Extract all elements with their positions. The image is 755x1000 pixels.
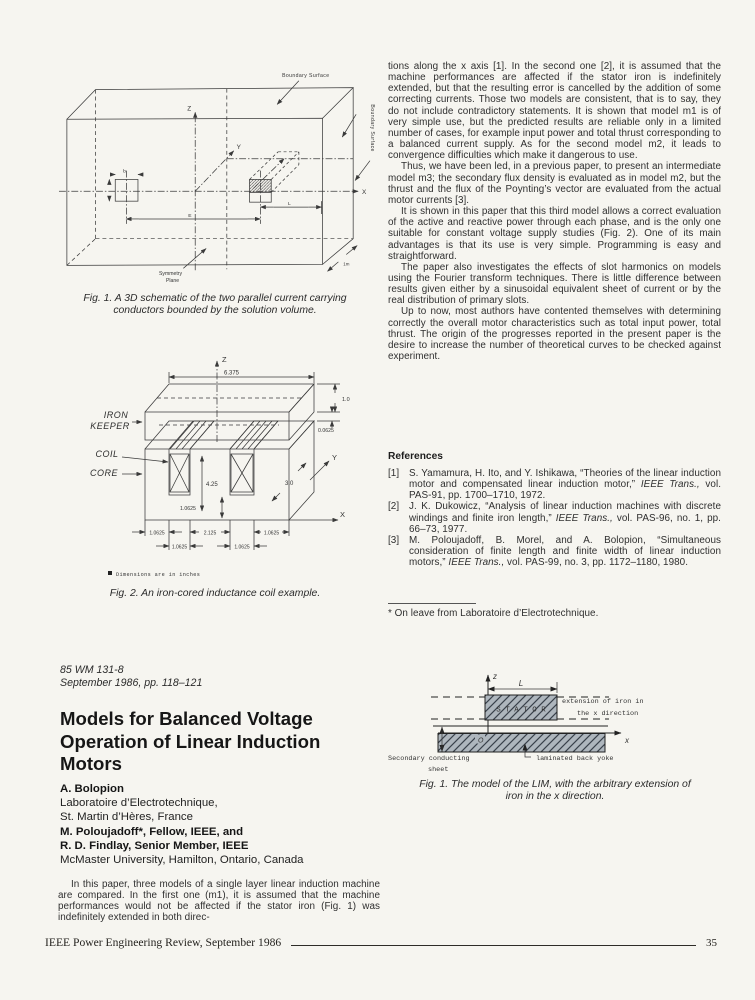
top-width-dimension — [169, 371, 314, 384]
reference-text — [409, 535, 721, 568]
keeper-height-dim-label: 1.0 — [342, 397, 350, 403]
secondary-sheet-label-2: sheet — [428, 766, 449, 774]
paper-title — [60, 708, 382, 776]
reference-item — [388, 501, 721, 534]
conductor-width-dim: b — [123, 169, 126, 175]
footer-journal-line: IEEE Power Engineering Review, September 1986 — [45, 936, 282, 949]
core-label: CORE — [89, 468, 119, 478]
reference-number: [2] — [388, 501, 400, 513]
reference-number: [3] — [388, 534, 400, 546]
back-yoke-label: laminated back yoke — [536, 755, 614, 763]
origin-label: O — [478, 737, 484, 745]
reference-journal: IEEE Trans., — [555, 512, 613, 524]
author-name-3: R. D. Findlay, Senior Member, IEEE — [60, 839, 249, 852]
extension-label-line1: extension of iron in — [562, 698, 644, 706]
iron-keeper-label-2: KEEPER — [90, 421, 130, 431]
report-code: 85 WM 131-8 — [60, 664, 124, 676]
x-axis-label: X — [362, 189, 367, 197]
x-axis-label: X — [340, 510, 346, 519]
core-height-dim-label: 4.25 — [206, 482, 218, 488]
left-conductor — [109, 169, 143, 224]
stator-block — [485, 695, 557, 720]
slot-left-dim-label: 1.0625 — [171, 544, 188, 551]
author-name-2: M. Poloujadoff*, Fellow, IEEE, and — [60, 825, 244, 838]
paper-id — [60, 664, 202, 691]
reference-text-pre: M. Poloujadoff, B. Morel, and A. Bolopion, “Simultaneous consideration of finite length and finite width of linear induction motors,” — [409, 534, 721, 569]
boundary-surface-right-label: Boundary Surface — [368, 104, 375, 152]
references-heading: References — [388, 451, 443, 462]
figure-lim-model — [385, 660, 725, 778]
figure2-caption — [50, 588, 380, 600]
x-axis-label: x — [625, 736, 629, 745]
yoke-height-dimension — [180, 497, 222, 518]
yoke-height-dim-label: 1.0625 — [180, 506, 196, 512]
right-conductor — [250, 152, 299, 224]
dimensions-note — [108, 571, 200, 578]
title-line-2: Operation of Linear Induction — [60, 730, 321, 752]
references-list — [388, 468, 721, 568]
author-affiliation-1b: St. Martin d’Hères, France — [60, 811, 193, 824]
boundary-surface-top-label: Boundary Surface — [282, 72, 330, 79]
lim-caption-line2: iron in the x direction. — [505, 790, 605, 802]
component-labels — [90, 410, 168, 478]
figure1-caption-line1: Fig. 1. A 3D schematic of the two parallel current carrying — [83, 293, 347, 304]
y-axis-label: Y — [236, 143, 241, 151]
iron-keeper-block — [145, 384, 314, 440]
stator-length-label: L — [518, 679, 524, 688]
boundary-surface-annotations — [277, 73, 375, 181]
z-axis-label: Z — [187, 105, 192, 113]
length-dim-label: L — [288, 202, 291, 208]
reference-text — [409, 501, 721, 534]
bottom-left-dim-label: 1.0625 — [149, 530, 165, 537]
reference-text-post: vol. PAS-91, pp. 1700–1710, 1972. — [409, 479, 721, 502]
paragraph-1: tions along the x axis [1]. In the second one [2], it is assumed that the machine performances are affected if the stator iron is indefinitely extended, but that the resulting error is cancelled by the addition of some correcting currents. Those two models are consistent, that is to say, they do not include contradictory statements. It is shown that model m1 is of very simple use, but the predicted results are reliable only in a limited number of cases, for example input power and total thrust corresponding to a balanced current supply. As for the second model m2, it leads to convergence difficulties which make it dangerous to use. — [388, 61, 721, 162]
author-affiliation-1a: Laboratoire d’Electrotechnique, — [60, 797, 218, 810]
depth-dim-label: 1m — [343, 261, 350, 267]
extension-label-line2: the x direction — [577, 710, 639, 718]
body-paragraphs — [388, 61, 721, 362]
title-line-3: Motors — [60, 753, 122, 775]
author-name-1: A. Bolopion — [60, 783, 124, 795]
z-axis-label: z — [493, 672, 497, 681]
secondary-sheet-label-1: Secondary conducting — [388, 755, 470, 763]
reference-text-pre: S. Yamamura, H. Ito, and Y. Ishikawa, “Theories of the linear induction motor and compensated linear induction motor,” — [409, 468, 721, 491]
symmetry-plane-label-1: Symmetry — [159, 271, 183, 278]
paragraph-4: The paper also investigates the effects of slot harmonics on models using the Fourier transform techniques. There is little difference between results given either by a sinusoidal equivalent sheet of current or by the real distribution of primary slots. — [388, 261, 721, 307]
bottom-dimensions — [132, 520, 289, 551]
figure1-3d-schematic — [42, 60, 382, 292]
z-axis-label: Z — [222, 355, 227, 364]
dimension-conductor-to-wall — [260, 201, 321, 214]
air-gap-dimension — [317, 407, 340, 434]
figure1-caption — [50, 293, 380, 317]
footnote-rule — [388, 603, 476, 604]
reference-text-post: vol. PAS-99, no. 3, pp. 1172–1180, 1980. — [504, 557, 689, 569]
coil-windings — [170, 421, 278, 492]
footer-rule — [291, 945, 696, 946]
lim-caption-line1: Fig. 1. The model of the LIM, with the arbitrary extension of — [419, 779, 691, 790]
issue-line: September 1986, pp. 118–121 — [60, 677, 203, 690]
dimensions-note-text: Dimensions are in inches — [116, 572, 201, 578]
y-axis-label: Y — [332, 453, 338, 462]
dimension-between-conductors — [126, 213, 260, 219]
stator-label: S T A T O R — [496, 706, 546, 715]
bottom-center-dim-label: 2.125 — [203, 530, 217, 537]
reference-number: [1] — [388, 468, 400, 479]
slot-right-dim-label: 1.0625 — [234, 544, 250, 551]
secondary-bar — [438, 733, 630, 752]
air-gap-dim-label: 0.0625 — [318, 428, 334, 434]
author-block — [60, 782, 382, 867]
core-height-dimension — [202, 456, 218, 511]
reference-item — [388, 535, 721, 568]
reference-text-pre: J. K. Dukowicz, “Analysis of linear induction machines with discrete windings and finite iron length,” — [409, 501, 721, 524]
figure1-caption-line2: conductors bounded by the solution volume. — [113, 304, 317, 316]
figure2-inductance-coil — [52, 352, 382, 584]
intro-paragraph: In this paper, three models of a single layer linear induction machine are compared. In the first one (m1), it is assumed that the machine performances would not be affected if the stator iron (Fig. 1) was indefinitely extended in both direc- — [58, 879, 380, 924]
lim-figure-caption — [385, 779, 725, 803]
z-axis — [217, 355, 227, 442]
reference-item — [388, 468, 721, 501]
stator-length-dimension — [488, 679, 557, 693]
coordinate-axes — [59, 105, 367, 270]
top-width-dim-label: 6.375 — [224, 370, 240, 377]
iron-keeper-label-1: IRON — [103, 410, 129, 420]
paragraph-5: Up to now, most authors have contented themselves with determining correctly the overall motor characteristics such as total input power, total thrust. The origin of the progresses reported in the present paper is the desire to increase the number of theoretical curves to be checked against experiment. — [388, 306, 721, 363]
spacing-dim-label: E — [188, 213, 192, 219]
depth-dimension — [328, 246, 358, 272]
figure2-caption-line: Fig. 2. An iron-cored inductance coil example. — [109, 588, 321, 599]
reference-text — [409, 468, 721, 501]
footnote-text: * On leave from Laboratoire d’Electrotechnique. — [388, 608, 599, 619]
note-square-marker — [108, 571, 112, 575]
author-affiliation-2: McMaster University, Hamilton, Ontario, Canada — [60, 854, 304, 867]
bottom-right-dim-label: 1.0625 — [263, 530, 280, 537]
symmetry-plane-annotation — [159, 249, 206, 285]
symmetry-plane-label-2: Plane — [165, 278, 180, 285]
extension-annotation — [562, 698, 644, 718]
depth-dim-label: 3.0 — [285, 481, 294, 487]
keeper-height-dimension — [317, 384, 350, 412]
footer-page-number: 35 — [706, 937, 717, 949]
intro-paragraph-block — [58, 879, 380, 924]
coil-label: COIL — [95, 449, 119, 459]
paragraph-2: Thus, we have been led, in a previous paper, to present an intermediate model m3; the secondary flux density is evaluated as in model m2, but the thrust and the flux of the Poynting’s vector are evaluated from the actual motor currents [3]. — [388, 161, 721, 206]
reference-text-post: vol. PAS-96, no. 1, pp. 66–73, 1977. — [409, 512, 721, 535]
reference-journal: IEEE Trans., — [448, 557, 505, 569]
footnote-block — [388, 603, 721, 619]
reference-journal: IEEE Trans., — [640, 479, 700, 491]
paragraph-3: It is shown in this paper that this third model allows a correct evaluation of the active and reactive power through each phase, and is the only one suitable for constant voltage supply studies (Fig. 2). One of its main advantages is that its use is very simple. Programming is easy and straightforward. — [388, 206, 721, 262]
solution-volume-box — [67, 88, 353, 270]
title-line-1: Models for Balanced Voltage — [60, 708, 313, 729]
page-footer — [45, 936, 717, 949]
xy-axes — [289, 453, 345, 520]
